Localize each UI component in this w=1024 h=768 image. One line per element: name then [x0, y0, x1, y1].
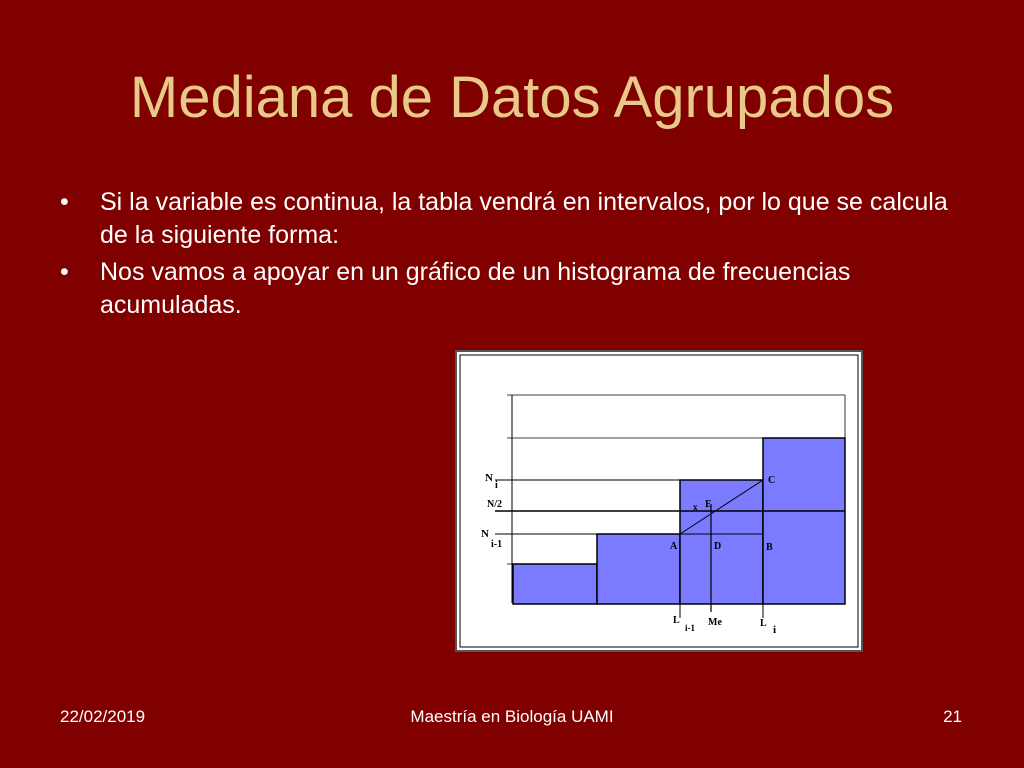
bullet-item: [56, 256, 976, 322]
label-l-i1: L: [673, 615, 680, 626]
cumulative-histogram-figure: [455, 350, 863, 652]
footer-center-text: Maestría en Biología UAMI: [410, 707, 614, 726]
bullet-item: [56, 186, 976, 252]
label-l-i: L: [760, 618, 767, 629]
label-point-a: A: [670, 541, 678, 552]
histogram-bar: [763, 438, 845, 604]
cumulative-histogram-svg: [455, 350, 863, 652]
bullet-text: Si la variable es continua, la tabla vendrá en intervalos, por lo que se calcula de la siguiente forma:: [100, 188, 948, 249]
bullet-text: Nos vamos a apoyar en un gráfico de un histograma de frecuencias acumuladas.: [100, 258, 851, 319]
label-point-x: x: [693, 502, 698, 512]
label-n-i: N: [485, 472, 493, 484]
label-n-i1: N: [481, 528, 489, 540]
histogram-bar: [597, 534, 680, 604]
footer-date: 22/02/2019: [60, 707, 146, 726]
label-n-i1-sub: i-1: [491, 539, 503, 550]
bullet-marker: •: [60, 258, 69, 286]
label-l-i1-sub: i-1: [685, 623, 695, 633]
histogram-bar: [513, 564, 597, 604]
label-point-b: B: [766, 542, 773, 553]
footer-page-number: 21: [943, 707, 962, 726]
label-point-e: E: [705, 499, 712, 510]
bullet-list: [56, 186, 976, 326]
label-median: Me: [708, 617, 722, 628]
label-point-d: D: [714, 541, 722, 552]
label-n-i-sub: i: [495, 480, 498, 491]
bullet-marker: •: [60, 188, 69, 216]
slide-title: Mediana de Datos Agrupados: [129, 65, 895, 130]
label-point-c: C: [768, 475, 776, 486]
label-n-half: N/2: [487, 499, 502, 510]
histogram-bar: [680, 480, 763, 604]
label-l-i-sub: i: [773, 624, 777, 636]
